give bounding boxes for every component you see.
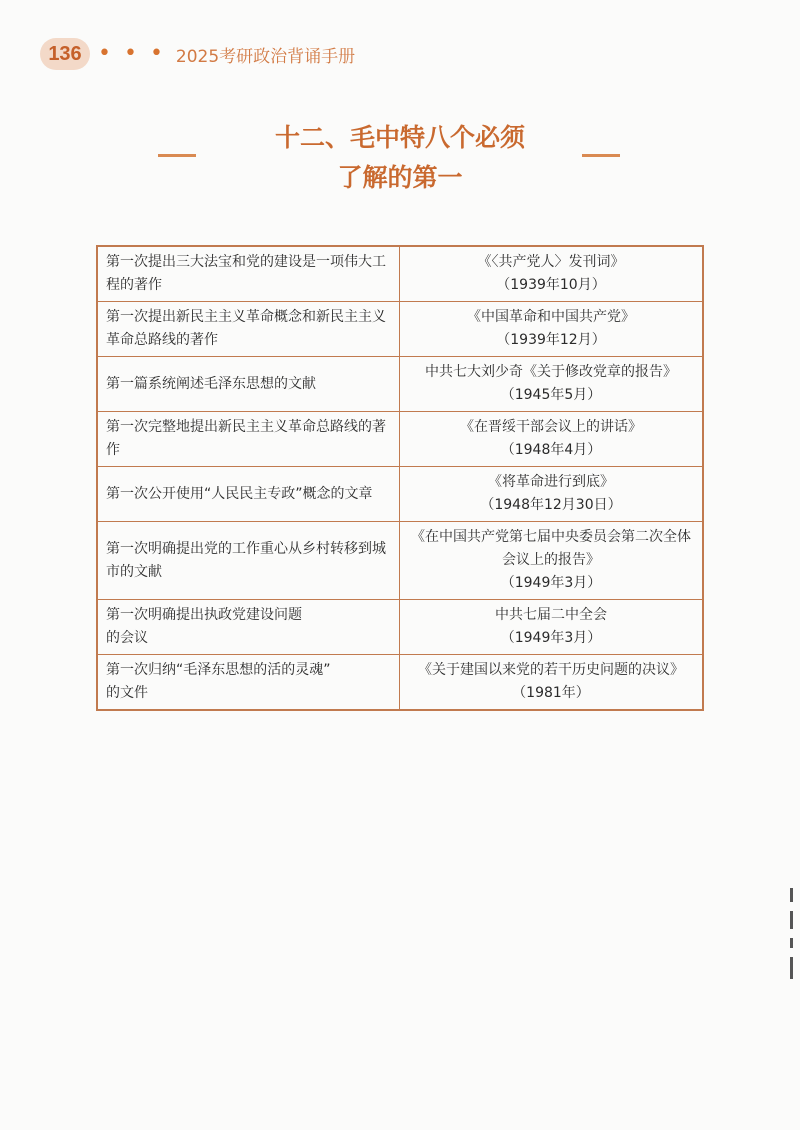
firsts-table: [96, 245, 704, 711]
table-row: [97, 302, 703, 357]
row-topic: 第一次完整地提出新民主主义革命总路线的著作: [97, 412, 400, 467]
row-topic: 第一次明确提出执政党建设问题 的会议: [97, 600, 400, 655]
row-topic: 第一次公开使用“人民民主专政”概念的文章: [97, 467, 400, 522]
row-work: 中共七届二中全会 （1949年3月）: [400, 600, 704, 655]
row-work: 《在晋绥干部会议上的讲话》 （1948年4月）: [400, 412, 704, 467]
row-topic: 第一次提出新民主主义革命概念和新民主主义革命总路线的著作: [97, 302, 400, 357]
table-row: [97, 467, 703, 522]
row-work: 《〈共产党人〉发刊词》 （1939年10月）: [400, 246, 704, 302]
table-row: [97, 600, 703, 655]
row-work: 《在中国共产党第七届中央委员会第二次全体会议上的报告》 （1949年3月）: [400, 522, 704, 600]
row-topic: 第一篇系统阐述毛泽东思想的文献: [97, 357, 400, 412]
table-row: [97, 522, 703, 600]
section-title: [0, 118, 800, 198]
row-topic: 第一次提出三大法宝和党的建设是一项伟大工程的著作: [97, 246, 400, 302]
page-number-badge: 136: [40, 38, 90, 70]
row-work: 《中国革命和中国共产党》 （1939年12月）: [400, 302, 704, 357]
scan-edge-mark: [790, 888, 793, 998]
page-header: [40, 36, 355, 72]
table-row: [97, 412, 703, 467]
row-work: 《将革命进行到底》 （1948年12月30日）: [400, 467, 704, 522]
section-title-line-2: 了解的第一: [337, 163, 463, 192]
row-topic: 第一次归纳“毛泽东思想的活的灵魂” 的文件: [97, 655, 400, 711]
row-work: 中共七大刘少奇《关于修改党章的报告》（1945年5月）: [400, 357, 704, 412]
table-row: [97, 655, 703, 711]
book-title: 2025考研政治背诵手册: [175, 46, 356, 67]
table-row: [97, 357, 703, 412]
row-work: 《关于建国以来党的若干历史问题的决议》（1981年）: [400, 655, 704, 711]
header-dots: • • •: [98, 41, 166, 66]
table-row: [97, 246, 703, 302]
section-title-line-1: 十二、毛中特八个必须: [274, 123, 525, 152]
row-topic: 第一次明确提出党的工作重心从乡村转移到城市的文献: [97, 522, 400, 600]
